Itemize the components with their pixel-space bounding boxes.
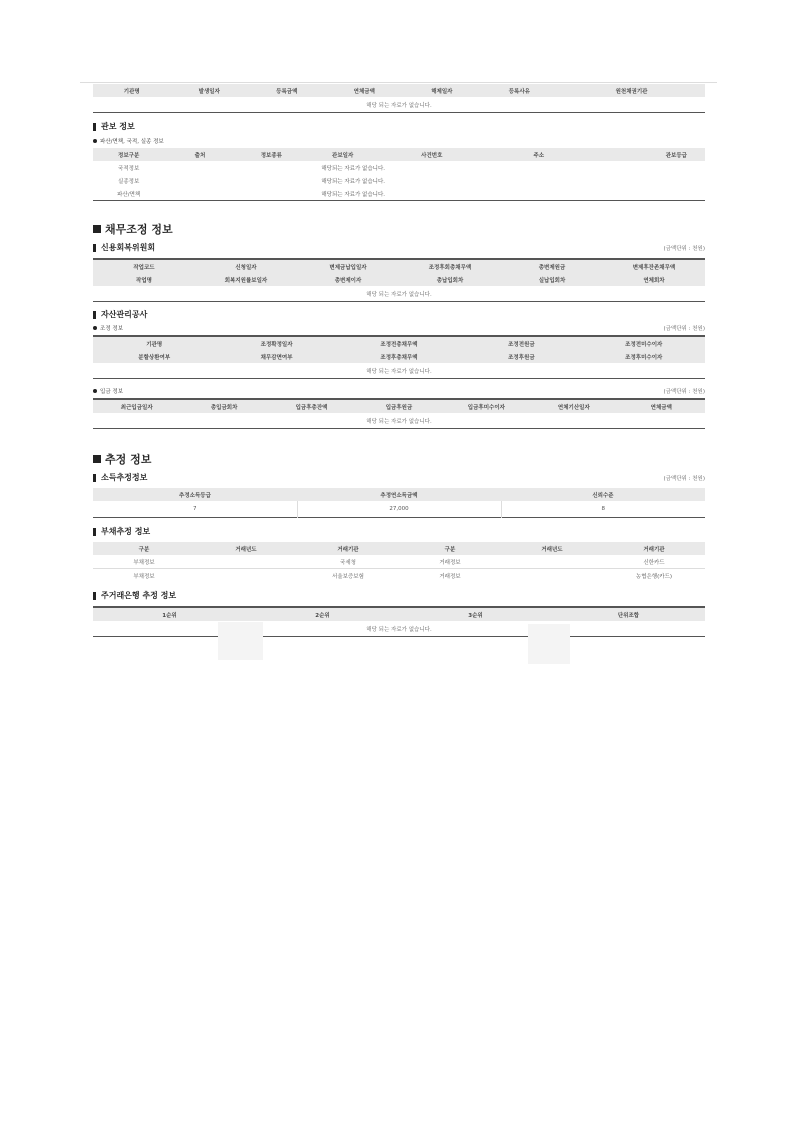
liability-title: 부채추정 정보: [93, 526, 705, 537]
redaction-block: [218, 622, 263, 660]
bank-title: 주거래은행 추정 정보: [93, 590, 705, 601]
cell: 농협은행(카드): [635, 573, 673, 580]
income-amount: 27,000: [297, 501, 501, 518]
bullet-dot: [93, 139, 97, 143]
col-header: 조정후원금: [460, 350, 582, 363]
adjust-table: [93, 335, 705, 379]
col-header: 관보등급: [592, 148, 705, 161]
col-header: 등록금액: [248, 84, 326, 97]
bar-marker: [93, 592, 96, 600]
credit-title: 신용회복위원회: [93, 242, 155, 253]
col-header: 조정후미수이자: [583, 350, 705, 363]
cell: 신한카드: [643, 559, 665, 566]
col-header: 회복지원률보일자: [195, 273, 297, 286]
bar-marker: [93, 244, 96, 252]
col-header: 입금후총잔액: [268, 399, 355, 413]
redaction-block: [528, 624, 570, 664]
col-header: 구분: [93, 542, 195, 555]
col-header: 거래년도: [195, 542, 297, 555]
unit-label: (금액단위 : 천원): [663, 475, 705, 482]
cell: 부채정보: [133, 573, 155, 580]
col-header: 신청일자: [195, 259, 297, 273]
col-header: 발생일자: [171, 84, 249, 97]
cell-masked: [195, 569, 297, 583]
empty-message: 해당되는 자료가 없습니다.: [321, 178, 386, 185]
col-header: 입금후원금: [355, 399, 442, 413]
col-header: 변제후잔존채무액: [603, 259, 705, 273]
col-header: 총변제원금: [501, 259, 603, 273]
col-header: 추정연소득금액: [297, 488, 501, 501]
pay-table: [93, 398, 705, 429]
bar-marker: [93, 311, 96, 319]
cell: 부채정보: [133, 559, 155, 566]
bar-marker: [93, 123, 96, 131]
col-header: 조정전총채무액: [338, 336, 460, 350]
col-header: 추정소득등급: [93, 488, 297, 501]
income-table: [93, 488, 705, 518]
col-header: 거래년도: [501, 542, 603, 555]
confidence-level: 8: [501, 501, 705, 518]
debt-section-title: 채무조정 정보: [93, 221, 705, 237]
empty-message: 해당되는 자료가 없습니다.: [321, 191, 386, 198]
table-row: [93, 161, 705, 174]
cell: 거래정보: [439, 573, 461, 580]
pay-subtitle: 입금 정보: [93, 387, 123, 395]
report-page: [93, 82, 705, 637]
credit-table: [93, 258, 705, 302]
bank-table: [93, 606, 705, 637]
unit-label: (금액단위 : 천원): [663, 389, 705, 395]
unit-label: (금액단위 : 천원): [663, 245, 705, 252]
bullet-dot: [93, 326, 97, 330]
kamco-title: 자산관리공사: [93, 309, 705, 320]
gwanbo-title: 관보 정보: [93, 121, 705, 132]
empty-message: 해당 되는 자료가 없습니다.: [366, 418, 432, 425]
col-header: 조정확정일자: [215, 336, 337, 350]
row-type: 파산/면책: [117, 191, 141, 198]
table-row: [93, 569, 705, 583]
empty-message: 해당 되는 자료가 없습니다.: [366, 626, 432, 633]
col-header: 입금후미수이자: [443, 399, 530, 413]
unit-label: (금액단위 : 천원): [663, 326, 705, 332]
liability-table: [93, 542, 705, 582]
col-header: 정보종류: [236, 148, 307, 161]
row-type: 국적정보: [118, 165, 140, 172]
col-header: 분할상환여부: [93, 350, 215, 363]
estimate-section-title: 추정 정보: [93, 451, 705, 467]
empty-message: 해당 되는 자료가 없습니다.: [366, 368, 432, 375]
col-header: 사건번호: [378, 148, 485, 161]
gwanbo-table: [93, 148, 705, 201]
col-header: 작업명: [93, 273, 195, 286]
col-header: 거래기관: [603, 542, 705, 555]
col-header: 주소: [485, 148, 592, 161]
income-title: 소득추정정보: [93, 472, 147, 483]
col-header: 조정후회총채무액: [399, 259, 501, 273]
square-marker: [93, 225, 101, 233]
col-header: 변제금납입일자: [297, 259, 399, 273]
col-header: 연체금액: [326, 84, 404, 97]
empty-message: 해당 되는 자료가 없습니다.: [366, 291, 432, 298]
empty-message: 해당되는 자료가 없습니다.: [321, 165, 386, 172]
col-header: 2순위: [246, 607, 399, 621]
col-header: 구분: [399, 542, 501, 555]
gwanbo-subtitle: 파산/면책, 국적, 실종 정보: [93, 137, 705, 145]
bar-marker: [93, 528, 96, 536]
cell: 거래정보: [439, 559, 461, 566]
col-header: 단위조합: [552, 607, 705, 621]
adjust-subtitle: 조정 정보: [93, 324, 123, 332]
cell: 서울보증보험: [332, 573, 364, 580]
col-header: 3순위: [399, 607, 552, 621]
row-type: 실종정보: [118, 178, 140, 185]
col-header: 조정전원금: [460, 336, 582, 350]
cell: 국세청: [340, 559, 356, 566]
col-header: 연체회차: [603, 273, 705, 286]
col-header: 총변제이자: [297, 273, 399, 286]
col-header: 총입금회차: [180, 399, 267, 413]
col-header: 신뢰수준: [501, 488, 705, 501]
col-header: 출처: [164, 148, 235, 161]
col-header: 연체금액: [618, 399, 705, 413]
col-header: 실납입회차: [501, 273, 603, 286]
col-header: 채무감면여부: [215, 350, 337, 363]
bar-marker: [93, 474, 96, 482]
table-row: [93, 174, 705, 187]
col-header: 1순위: [93, 607, 246, 621]
col-header: 연체기산일자: [530, 399, 617, 413]
square-marker: [93, 455, 101, 463]
registration-table: [93, 84, 705, 113]
col-header: 정보구분: [93, 148, 164, 161]
table-row: [93, 501, 705, 518]
cell-masked: [501, 555, 603, 569]
bullet-dot: [93, 389, 97, 393]
col-header: 조정전미수이자: [583, 336, 705, 350]
table-row: [93, 555, 705, 569]
col-header: 해제일자: [403, 84, 481, 97]
col-header: 관보일자: [307, 148, 378, 161]
income-grade: 7: [193, 506, 197, 512]
col-header: 작업코드: [93, 259, 195, 273]
col-header: 등록사유: [481, 84, 559, 97]
col-header: 최근입금일자: [93, 399, 180, 413]
cell-masked: [501, 569, 603, 583]
col-header: 원천채권기관: [558, 84, 705, 97]
col-header: 기관명: [93, 84, 171, 97]
col-header: 거래기관: [297, 542, 399, 555]
col-header: 조정후총채무액: [338, 350, 460, 363]
col-header: 기관명: [93, 336, 215, 350]
table-row: [93, 187, 705, 201]
empty-message: 해당 되는 자료가 없습니다.: [366, 102, 432, 109]
cell-masked: [195, 555, 297, 569]
col-header: 총납입회차: [399, 273, 501, 286]
